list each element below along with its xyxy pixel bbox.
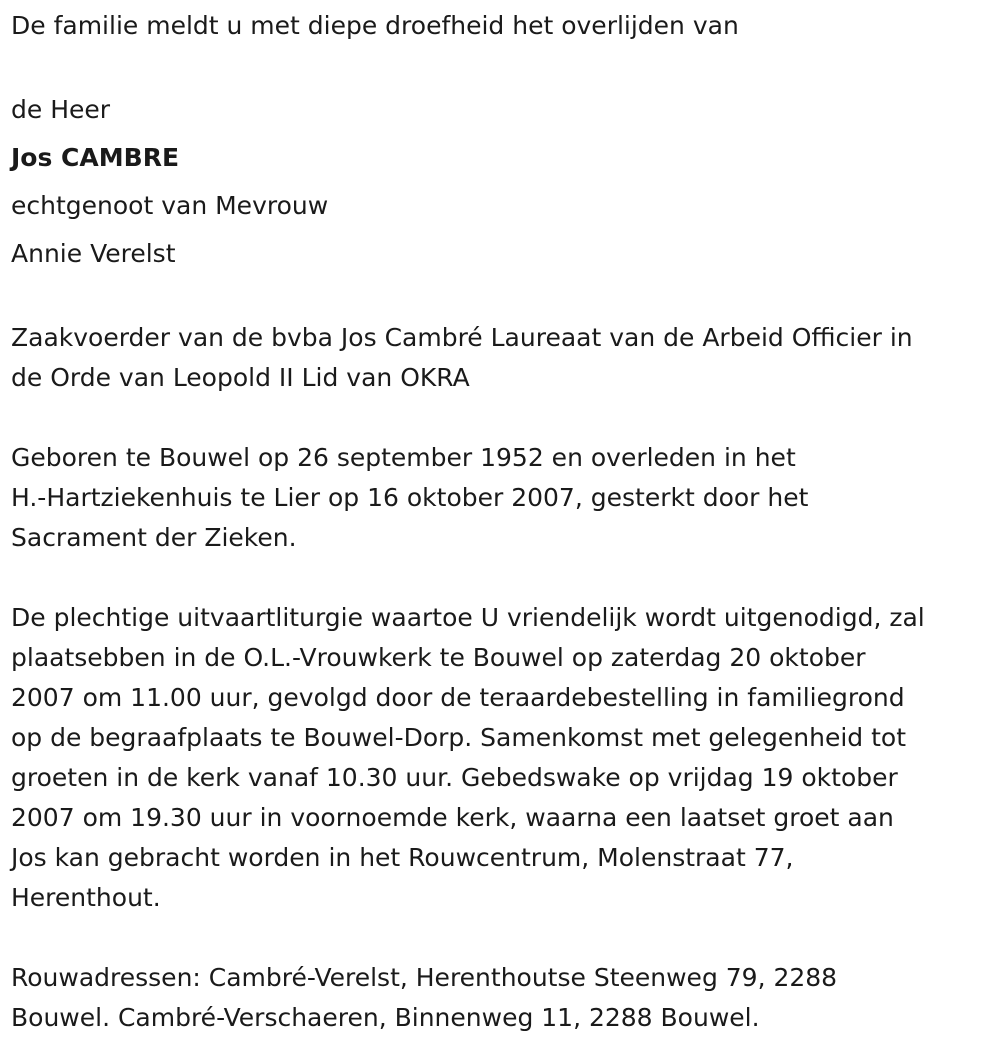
funeral-line: groeten in de kerk vanaf 10.30 uur. Gebedswake op vrijdag 19 oktober bbox=[11, 763, 898, 792]
birth-death-line: Geboren te Bouwel op 26 september 1952 en overleden in het bbox=[11, 443, 796, 472]
roles-line: de Orde van Leopold II Lid van OKRA bbox=[11, 363, 470, 392]
announcement-text: De familie meldt u met diepe droefheid het overlijden van bbox=[11, 11, 739, 40]
funeral-line: 2007 om 19.30 uur in voornoemde kerk, waarna een laatset groet aan bbox=[11, 803, 894, 832]
birth-death-line: Sacrament der Zieken. bbox=[11, 523, 297, 552]
birth-death-paragraph bbox=[11, 438, 986, 558]
obituary-document bbox=[11, 0, 986, 1038]
address-line: Rouwadressen: Cambré-Verelst, Herenthoutse Steenweg 79, 2288 bbox=[11, 963, 838, 992]
funeral-line: Jos kan gebracht worden in het Rouwcentrum, Molenstraat 77, bbox=[11, 843, 794, 872]
address-line: Bouwel. Cambré-Verschaeren, Binnenweg 11, 2288 Bouwel. bbox=[11, 1003, 760, 1032]
funeral-line: De plechtige uitvaartliturgie waartoe U vriendelijk wordt uitgenodigd, zal bbox=[11, 603, 925, 632]
honorific: de Heer bbox=[11, 95, 111, 124]
roles-line: Zaakvoerder van de bvba Jos Cambré Laureaat van de Arbeid Officier in bbox=[11, 323, 913, 352]
funeral-line: plaatsebben in de O.L.-Vrouwkerk te Bouwel op zaterdag 20 oktober bbox=[11, 643, 866, 672]
funeral-line: op de begraafplaats te Bouwel-Dorp. Samenkomst met gelegenheid tot bbox=[11, 723, 906, 752]
funeral-paragraph bbox=[11, 598, 986, 918]
funeral-line: Herenthout. bbox=[11, 883, 161, 912]
spacer bbox=[11, 558, 986, 598]
spacer bbox=[11, 278, 986, 318]
funeral-line: 2007 om 11.00 uur, gevolgd door de teraardebestelling in familiegrond bbox=[11, 683, 905, 712]
spacer bbox=[11, 918, 986, 958]
roles-paragraph bbox=[11, 318, 986, 398]
birth-death-line: H.-Hartziekenhuis te Lier op 16 oktober 2007, gesterkt door het bbox=[11, 483, 809, 512]
addresses-paragraph bbox=[11, 958, 986, 1038]
spouse-name: Annie Verelst bbox=[11, 239, 176, 268]
spacer bbox=[11, 46, 986, 86]
deceased-name: Jos CAMBRE bbox=[11, 143, 180, 172]
spacer bbox=[11, 398, 986, 438]
deceased-block bbox=[11, 86, 986, 278]
spouse-label: echtgenoot van Mevrouw bbox=[11, 191, 329, 220]
